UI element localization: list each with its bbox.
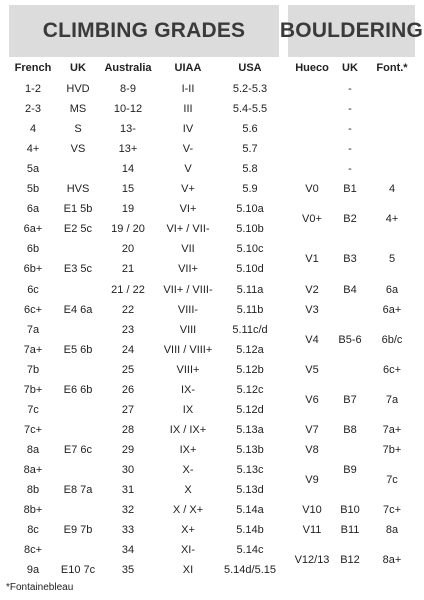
bouldering-font-grade: 4	[388, 183, 396, 196]
uiaa-grade: V-	[182, 143, 194, 156]
australia-grade: 13+	[118, 143, 138, 156]
header-uk: UK	[70, 62, 86, 74]
australia-grade: 26	[121, 383, 135, 396]
australia-grade: 35	[121, 564, 135, 577]
uiaa-grade: IX-	[180, 383, 196, 396]
bouldering-font-grade: 6c+	[382, 363, 402, 376]
uk-grade: E3 5c	[63, 263, 93, 276]
bouldering-font-grade: 7c+	[382, 504, 402, 517]
bouldering-hueco-grade: V11	[302, 524, 322, 537]
bouldering-hueco-grade: V0	[305, 183, 319, 196]
header-bouldering-hueco: Hueco	[295, 62, 329, 74]
bouldering-uk-grade: -	[348, 103, 352, 116]
bouldering-hueco-grade: V4	[305, 333, 319, 346]
bouldering-hueco-grade: V6	[305, 393, 319, 406]
australia-grade: 8-9	[120, 83, 136, 95]
australia-grade: 21	[121, 263, 135, 276]
uiaa-grade: IX+	[179, 443, 197, 456]
australia-grade: 20	[121, 243, 135, 256]
usa-grade: 5.11c/d	[232, 323, 268, 336]
australia-grade: 25	[121, 363, 135, 376]
bouldering-hueco-grade: V8	[305, 443, 319, 456]
french-grade: 5a	[26, 163, 40, 176]
bouldering-hueco-grade: V0+	[302, 213, 322, 226]
uiaa-grade: VIII / VIII+	[163, 343, 213, 356]
bouldering-uk-grade: B12	[340, 554, 360, 567]
australia-grade: 19	[121, 203, 135, 216]
australia-grade: 28	[121, 423, 135, 436]
usa-grade: 5.12b	[236, 363, 264, 376]
uiaa-grade: VII	[181, 243, 195, 256]
australia-grade: 31	[121, 484, 135, 496]
uiaa-grade: VIII	[179, 323, 197, 336]
bouldering-hueco-grade: V12/13	[294, 554, 330, 567]
australia-grade: 33	[121, 524, 135, 537]
bouldering-uk-grade: B10	[340, 504, 360, 517]
uk-grade: E5 6b	[63, 343, 93, 356]
bouldering-hueco-grade: V7	[305, 423, 319, 436]
bouldering-font-grade: 7a+	[382, 423, 402, 436]
french-grade: 9a	[26, 564, 40, 577]
australia-grade: 15	[121, 183, 135, 196]
french-grade: 8b	[26, 484, 40, 496]
french-grade: 5b	[26, 183, 40, 196]
australia-grade: 22	[121, 303, 135, 316]
uk-grade: E2 5c	[63, 223, 93, 236]
bouldering-font-grade: 6b/c	[381, 333, 403, 346]
usa-grade: 5.4-5.5	[232, 103, 268, 116]
usa-grade: 5.12c	[236, 383, 264, 396]
uk-grade: E8 7a	[63, 484, 93, 496]
australia-grade: 10-12	[113, 103, 143, 116]
bouldering-hueco-grade: V9	[305, 473, 319, 486]
header-bouldering-uk: UK	[342, 62, 358, 74]
uiaa-grade: VIII-	[177, 303, 199, 316]
australia-grade: 30	[121, 463, 135, 476]
uiaa-grade: V+	[181, 183, 195, 196]
uiaa-grade: X	[184, 484, 192, 496]
footnote: *Fontainebleau	[6, 582, 74, 593]
uk-grade: HVD	[66, 83, 90, 95]
uiaa-grade: VI+	[179, 203, 197, 216]
bouldering-uk-grade: B9	[343, 463, 357, 476]
uiaa-grade: IV	[182, 123, 194, 136]
french-grade: 7b	[26, 363, 40, 376]
usa-grade: 5.8	[242, 163, 258, 176]
australia-grade: 23	[121, 323, 135, 336]
bouldering-uk-grade: B2	[343, 213, 357, 226]
uk-grade: VS	[70, 143, 86, 156]
bouldering-hueco-grade: V3	[305, 303, 319, 316]
usa-grade: 5.12a	[236, 343, 264, 356]
bouldering-hueco-grade: V2	[305, 283, 319, 296]
french-grade: 6c+	[23, 303, 43, 316]
french-grade: 6c	[27, 283, 39, 296]
uiaa-grade: X-	[182, 463, 194, 476]
french-grade: 8b+	[23, 504, 43, 517]
french-grade: 7c+	[23, 423, 43, 436]
french-grade: 8a	[26, 443, 40, 456]
usa-grade: 5.14b	[236, 524, 264, 537]
uk-grade: E6 6b	[63, 383, 93, 396]
bouldering-uk-grade: B3	[343, 253, 357, 266]
uiaa-grade: IX	[182, 403, 194, 416]
australia-grade: 32	[121, 504, 135, 517]
bouldering-font-grade: 6a+	[382, 303, 402, 316]
header-australia: Australia	[104, 62, 152, 74]
bouldering-font-grade: 7a	[385, 393, 399, 406]
french-grade: 7c	[27, 403, 39, 416]
uiaa-grade: X / X+	[172, 504, 204, 517]
bouldering-font-grade: 6a	[385, 283, 399, 296]
uiaa-grade: VII+ / VIII-	[163, 283, 213, 296]
uk-grade: S	[74, 123, 82, 136]
bouldering-uk-grade: B7	[343, 393, 357, 406]
uiaa-grade: IX / IX+	[169, 423, 207, 436]
bouldering-font-grade: 4+	[385, 213, 399, 226]
french-grade: 2-3	[25, 103, 41, 116]
usa-grade: 5.10c	[236, 243, 264, 256]
usa-grade: 5.13d	[236, 484, 264, 496]
french-grade: 4	[29, 123, 37, 136]
french-grade: 4+	[26, 143, 40, 156]
french-grade: 8c+	[23, 544, 43, 557]
uk-grade: E9 7b	[63, 524, 93, 537]
bouldering-hueco-grade: V10	[302, 504, 322, 517]
bouldering-uk-grade: B5-6	[338, 333, 362, 346]
header-bouldering-font: Font.*	[376, 62, 408, 74]
uiaa-grade: XI	[182, 564, 194, 577]
bouldering-font-grade: 7c	[386, 473, 398, 486]
header-french: French	[14, 62, 52, 74]
usa-grade: 5.11a	[236, 283, 264, 296]
uk-grade: HVS	[66, 183, 90, 196]
bouldering-uk-grade: B4	[343, 283, 357, 296]
header-uiaa: UIAA	[174, 62, 202, 74]
bouldering-uk-grade: -	[348, 143, 352, 156]
french-grade: 6b+	[23, 263, 43, 276]
usa-grade: 5.10a	[236, 203, 264, 216]
usa-grade: 5.14c	[236, 544, 264, 557]
australia-grade: 29	[121, 443, 135, 456]
bouldering-uk-grade: B8	[343, 423, 357, 436]
usa-grade: 5.13c	[236, 463, 264, 476]
usa-grade: 5.6	[242, 123, 258, 136]
australia-grade: 19 / 20	[111, 223, 145, 236]
french-grade: 1-2	[25, 83, 41, 95]
uiaa-grade: VIII+	[176, 363, 200, 376]
australia-grade: 21 / 22	[111, 283, 145, 296]
french-grade: 6a	[26, 203, 40, 216]
usa-grade: 5.11b	[236, 303, 264, 316]
usa-grade: 5.7	[242, 143, 258, 156]
uk-grade: E10 7c	[60, 564, 96, 577]
french-grade: 7a+	[23, 343, 43, 356]
australia-grade: 14	[121, 163, 135, 176]
usa-grade: 5.9	[242, 183, 258, 196]
uk-grade: E7 6c	[63, 443, 93, 456]
uiaa-grade: III	[183, 103, 193, 116]
bouldering-uk-grade: B1	[343, 183, 357, 196]
uk-grade: MS	[69, 103, 87, 116]
french-grade: 7a	[26, 323, 40, 336]
usa-grade: 5.2-5.3	[232, 83, 268, 95]
australia-grade: 13-	[120, 123, 136, 136]
uk-grade: E1 5b	[63, 203, 93, 216]
bouldering-hueco-grade: V5	[305, 363, 319, 376]
australia-grade: 27	[121, 403, 135, 416]
usa-grade: 5.10b	[236, 223, 264, 236]
french-grade: 6a+	[23, 223, 43, 236]
climbing-grades-title: CLIMBING GRADES	[9, 5, 279, 57]
usa-grade: 5.14d/5.15	[224, 564, 276, 577]
uiaa-grade: I-II	[181, 83, 195, 95]
australia-grade: 34	[121, 544, 135, 557]
bouldering-uk-grade: B11	[340, 524, 360, 537]
bouldering-uk-grade: -	[348, 123, 352, 136]
uiaa-grade: X+	[181, 524, 195, 537]
usa-grade: 5.14a	[236, 504, 264, 517]
french-grade: 7b+	[23, 383, 43, 396]
french-grade: 8a+	[23, 463, 43, 476]
usa-grade: 5.13b	[236, 443, 264, 456]
bouldering-uk-grade: -	[348, 163, 352, 176]
uk-grade: E4 6a	[63, 303, 93, 316]
bouldering-font-grade: 7b+	[382, 443, 402, 456]
header-usa: USA	[238, 62, 262, 74]
bouldering-font-grade: 8a+	[382, 554, 402, 567]
usa-grade: 5.10d	[236, 263, 264, 276]
french-grade: 8c	[27, 524, 39, 537]
uiaa-grade: VI+ / VII-	[166, 223, 210, 236]
usa-grade: 5.12d	[236, 403, 264, 416]
australia-grade: 24	[121, 343, 135, 356]
french-grade: 6b	[26, 243, 40, 256]
uiaa-grade: XI-	[180, 544, 196, 557]
bouldering-hueco-grade: V1	[305, 253, 319, 266]
bouldering-uk-grade: -	[348, 83, 352, 95]
uiaa-grade: V	[184, 163, 192, 176]
bouldering-font-grade: 8a	[385, 524, 399, 537]
bouldering-title: BOULDERING	[288, 5, 415, 57]
bouldering-font-grade: 5	[388, 253, 396, 266]
usa-grade: 5.13a	[236, 423, 264, 436]
uiaa-grade: VII+	[178, 263, 198, 276]
